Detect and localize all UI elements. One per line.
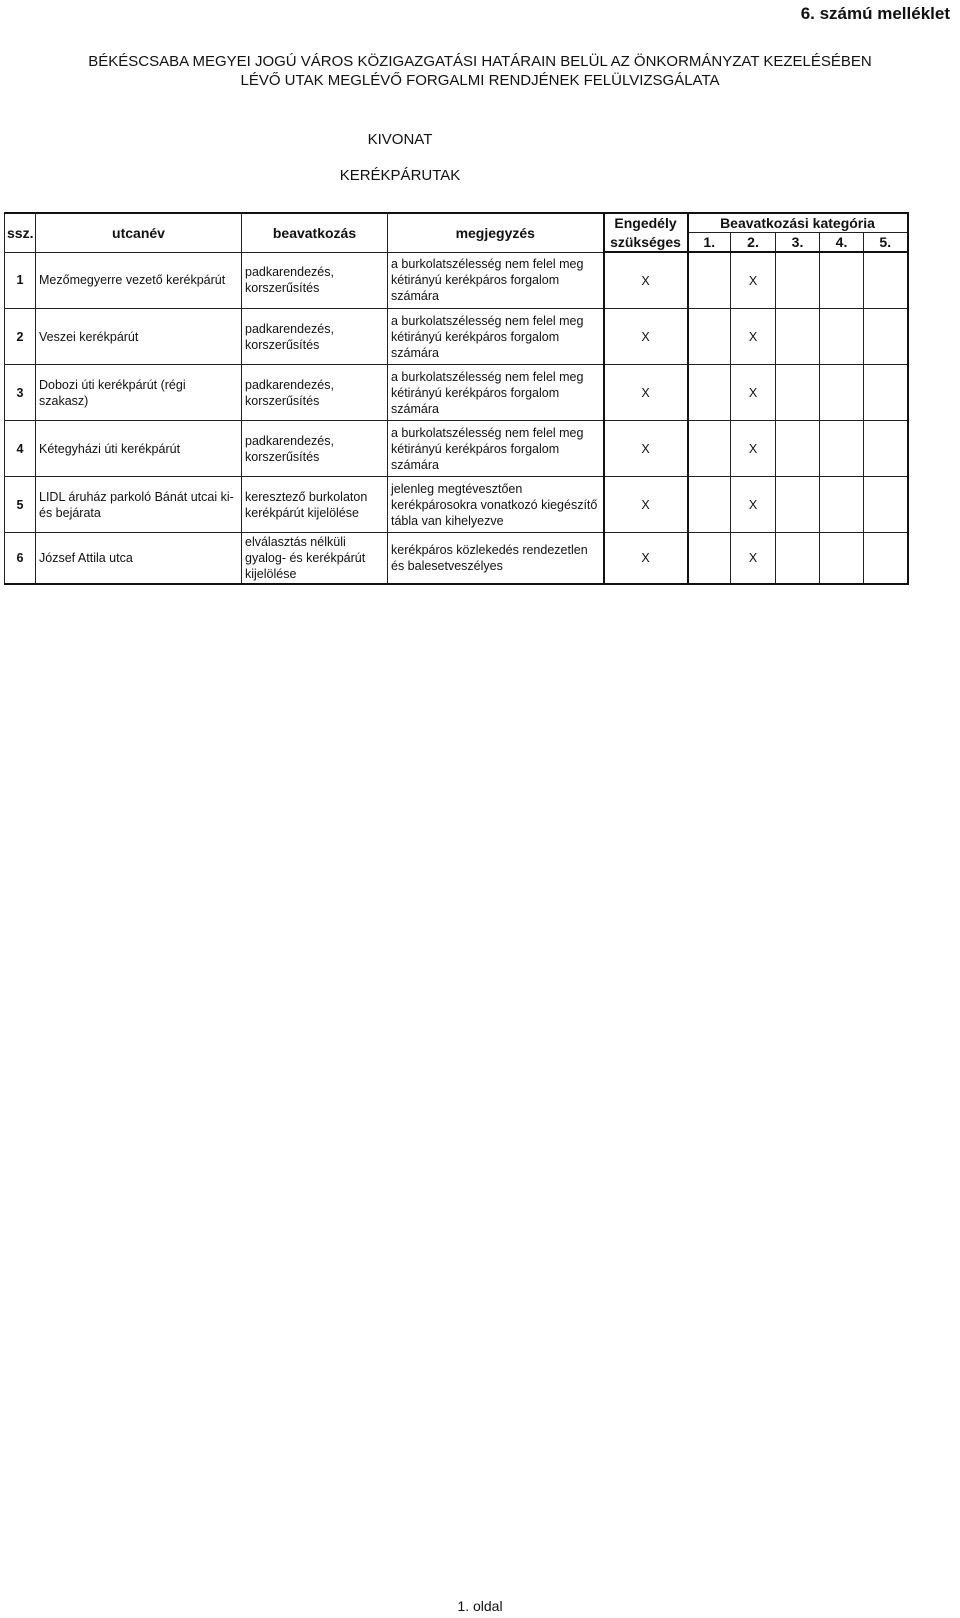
category-2-mark: X [731, 477, 776, 533]
intervention: padkarendezés, korszerűsítés [242, 309, 388, 365]
remark: a burkolatszélesség nem felel meg kétirányú kerékpáros forgalom számára [388, 421, 604, 477]
remark: a burkolatszélesség nem felel meg kétirányú kerékpáros forgalom számára [388, 309, 604, 365]
intervention: keresztező burkolaton kerékpárút kijelölése [242, 477, 388, 533]
table-row [5, 252, 908, 309]
remark: a burkolatszélesség nem felel meg kétirányú kerékpáros forgalom számára [388, 365, 604, 421]
category-4-mark [820, 365, 864, 421]
page-number: 1. oldal [457, 1598, 503, 1614]
category-4-mark [820, 477, 864, 533]
category-4-mark [820, 533, 864, 585]
title-line-2: LÉVŐ UTAK MEGLÉVŐ FORGALMI RENDJÉNEK FELÜLVIZSGÁLATA [240, 72, 720, 89]
row-number: 3 [5, 365, 36, 421]
category-1-mark [688, 252, 731, 309]
street-name: József Attila utca [36, 533, 242, 585]
table-row [5, 477, 908, 533]
permit-mark: X [604, 421, 688, 477]
category-2-mark: X [731, 252, 776, 309]
category-4-mark [820, 252, 864, 309]
category-2-mark: X [731, 533, 776, 585]
table-row [5, 309, 908, 365]
table-row [5, 365, 908, 421]
permit-mark: X [604, 477, 688, 533]
permit-mark: X [604, 252, 688, 309]
category-1-mark [688, 477, 731, 533]
street-name: Veszei kerékpárút [36, 309, 242, 365]
category-5-mark [864, 477, 908, 533]
category-1-mark [688, 365, 731, 421]
category-5-mark [864, 533, 908, 585]
category-3-mark [776, 365, 820, 421]
header-cat-4: 4. [820, 233, 864, 253]
street-name: Mezőmegyerre vezető kerékpárút [36, 252, 242, 309]
kivonat-heading: KIVONAT [367, 131, 433, 148]
row-number: 4 [5, 421, 36, 477]
category-4-mark [820, 421, 864, 477]
row-number: 1 [5, 252, 36, 309]
category-3-mark [776, 533, 820, 585]
intervention: padkarendezés, korszerűsítés [242, 365, 388, 421]
header-kategoria: Beavatkozási kategória [688, 213, 908, 233]
remark: a burkolatszélesség nem felel meg kétirányú kerékpáros forgalom számára [388, 252, 604, 309]
header-megjegyzes: megjegyzés [388, 213, 604, 252]
remark: kerékpáros közlekedés rendezetlen és balesetveszélyes [388, 533, 604, 585]
category-4-mark [820, 309, 864, 365]
category-1-mark [688, 533, 731, 585]
street-name: LIDL áruház parkoló Bánát utcai ki- és bejárata [36, 477, 242, 533]
permit-mark: X [604, 365, 688, 421]
header-utcanev: utcanév [36, 213, 242, 252]
intervention: elválasztás nélküli gyalog- és kerékpárút kijelölése [242, 533, 388, 585]
title-line-1: BÉKÉSCSABA MEGYEI JOGÚ VÁROS KÖZIGAZGATÁSI HATÁRAIN BELÜL AZ ÖNKORMÁNYZAT KEZELÉSÉBEN [88, 53, 872, 70]
table-row [5, 421, 908, 477]
section-title: KERÉKPÁRUTAK [339, 167, 461, 184]
category-3-mark [776, 252, 820, 309]
street-name: Dobozi úti kerékpárút (régi szakasz) [36, 365, 242, 421]
category-2-mark: X [731, 421, 776, 477]
row-number: 2 [5, 309, 36, 365]
category-3-mark [776, 309, 820, 365]
category-1-mark [688, 309, 731, 365]
header-ssz: ssz. [5, 213, 36, 252]
street-name: Kétegyházi úti kerékpárút [36, 421, 242, 477]
category-5-mark [864, 365, 908, 421]
header-cat-1: 1. [688, 233, 731, 253]
permit-mark: X [604, 309, 688, 365]
header-cat-3: 3. [776, 233, 820, 253]
permit-mark: X [604, 533, 688, 585]
header-cat-5: 5. [864, 233, 908, 253]
category-3-mark [776, 477, 820, 533]
intervention: padkarendezés, korszerűsítés [242, 421, 388, 477]
intervention: padkarendezés, korszerűsítés [242, 252, 388, 309]
category-3-mark [776, 421, 820, 477]
category-2-mark: X [731, 309, 776, 365]
header-beavatkozas: beavatkozás [242, 213, 388, 252]
row-number: 5 [5, 477, 36, 533]
header-cat-2: 2. [731, 233, 776, 253]
document-title [0, 52, 960, 90]
category-5-mark [864, 421, 908, 477]
table-row [5, 533, 908, 585]
remark: jelenleg megtévesztően kerékpárosokra vonatkozó kiegészítő tábla van kihelyezve [388, 477, 604, 533]
header-engedely: Engedély [604, 213, 688, 233]
category-1-mark [688, 421, 731, 477]
cycle-path-table [4, 212, 909, 585]
row-number: 6 [5, 533, 36, 585]
header-szukseges: szükséges [604, 233, 688, 253]
category-5-mark [864, 309, 908, 365]
category-2-mark: X [731, 365, 776, 421]
category-5-mark [864, 252, 908, 309]
annex-label: 6. számú melléklet [800, 4, 950, 23]
